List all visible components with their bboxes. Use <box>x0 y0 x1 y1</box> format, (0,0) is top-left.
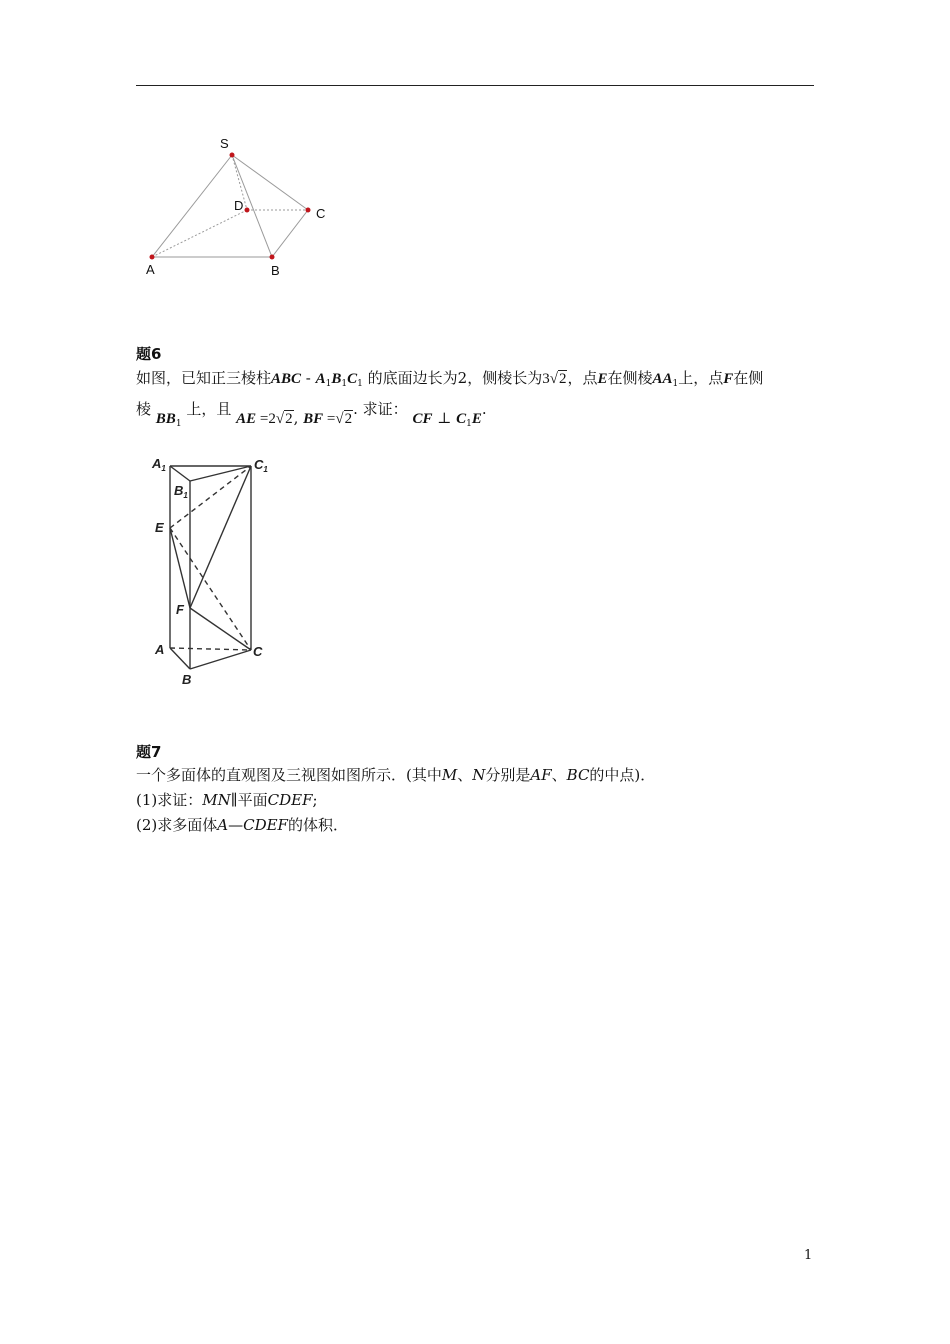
edge-sa <box>152 155 232 257</box>
edge-bc <box>272 210 308 257</box>
page-number: 1 <box>804 1248 813 1263</box>
label-b: B <box>271 263 280 278</box>
point-s <box>230 153 235 158</box>
label-s: S <box>220 136 229 151</box>
question-7-line-1: 一个多面体的直观图及三视图如图所示．(其中M、N分别是AF、BC的中点)． <box>136 766 656 784</box>
edge-ad <box>152 210 247 257</box>
sqrt-expression: 3√2 <box>542 371 567 387</box>
question-7-part-1: (1)求证：MN∥平面CDEF; <box>136 791 318 809</box>
label-c: C <box>316 206 326 221</box>
pyramid-figure <box>136 130 356 285</box>
question-7-title: 题7 <box>136 743 162 761</box>
edge-ac <box>170 648 251 650</box>
question-6-line-2: 棱 $BB_1$ 上，且 AE =2√2, BF =√2. 求证： CF ⊥ $C_1E$. <box>136 400 487 429</box>
label-c: C <box>253 644 263 659</box>
edge-ef <box>170 528 190 608</box>
label-e: E <box>155 520 164 535</box>
question-6-line-1: 如图，已知正三棱柱ABC - $A_1B_1C_1$ 的底面边长为2，侧棱长为3√2，点E在侧棱$AA_1$上，点F在侧 <box>136 369 764 389</box>
label-b: B <box>182 672 192 687</box>
label-c1: $C_1$ <box>254 457 268 474</box>
edge-ec <box>170 528 251 650</box>
point-c <box>306 208 311 213</box>
point-b <box>270 255 275 260</box>
edge-fc1 <box>190 466 251 608</box>
edge-bc <box>190 650 251 669</box>
point-d <box>245 208 250 213</box>
edge-sc <box>232 155 308 210</box>
label-d: D <box>234 198 244 213</box>
edge-fc <box>190 608 251 650</box>
question-6-title: 题6 <box>136 345 162 363</box>
label-a1: $A_1$ <box>152 456 166 473</box>
edge-ab <box>170 648 190 669</box>
prism-figure <box>150 452 280 692</box>
label-f: F <box>176 602 184 617</box>
edge-a1b1 <box>170 466 190 481</box>
question-7-part-2: (2)求多面体A—CDEF的体积． <box>136 816 348 834</box>
label-a: A <box>155 642 165 657</box>
header-rule <box>136 85 814 86</box>
label-b1: $B_1$ <box>174 483 188 500</box>
point-a <box>150 255 155 260</box>
label-a: A <box>146 262 155 277</box>
